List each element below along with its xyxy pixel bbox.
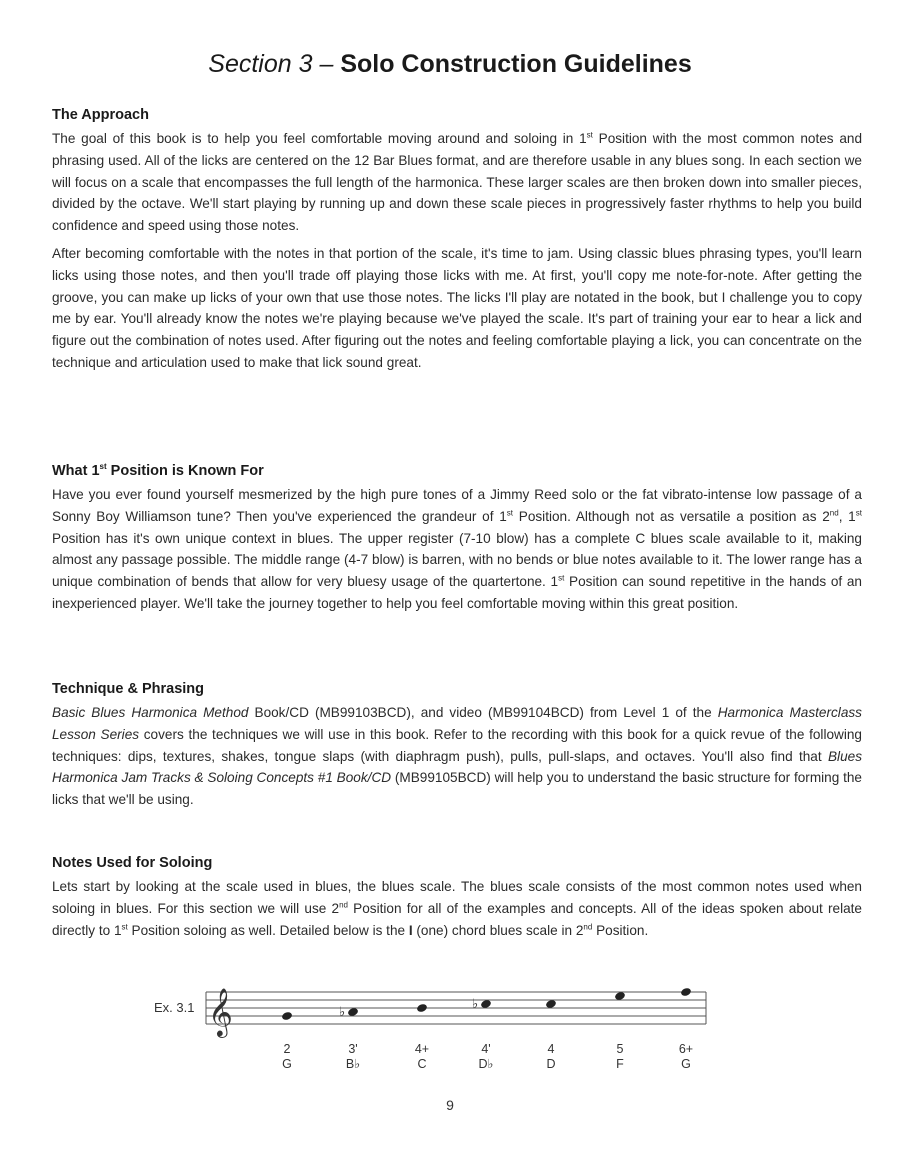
- section-technique: [52, 678, 862, 811]
- tab-note: F: [616, 1057, 624, 1071]
- tab-hole: 2: [283, 1042, 291, 1056]
- title-main: Solo Construction Guidelines: [340, 50, 692, 78]
- tab-label: [471, 1042, 501, 1072]
- tab-hole: 5: [616, 1042, 624, 1056]
- tab-note: G: [681, 1057, 691, 1071]
- tab-label: [536, 1042, 566, 1072]
- heading-technique: Technique & Phrasing: [52, 681, 205, 697]
- paragraph-technique: Basic Blues Harmonica Method Book/CD (MB99103BCD), and video (MB99104BCD) from Level 1 of the Harmonica Masterclass Lesson Series covers the techniques we will use in this book. Refer to the recording with this book for a quick revue of the following techniques: dips, textures, shakes, tongue slaps (with diaphragm push), pulls, pull-slaps, and octaves. You'll also find that Blues Harmonica Jam Tracks & Soloing Concepts #1 Book/CD (MB99105BCD) will help you to understand the basic structure for forming the licks that we'll be using.: [52, 705, 862, 808]
- section-notes-used: [52, 852, 862, 941]
- tab-note: D: [546, 1057, 556, 1071]
- paragraph-known-for: Have you ever found yourself mesmerized by the high pure tones of a Jimmy Reed solo or the fat vibrato-intense low passage of a Sonny Boy Williamson tune? Then you've experienced the grandeur of 1st Position. Although not as versatile a position as 2nd, 1st Position has it's own unique context in blues. The upper register (7-10 blow) has a complete C blues scale available to it, making almost any passage possible. The middle range (4-7 blow) is barren, with no bends or blue notes available to it. The lower range has a unique combination of bends that allow for very bluesy usage of the quartertone. 1st Position can sound repetitive in the hands of an inexperienced player. We'll take the journey together to help you feel comfortable moving within this great position.: [52, 487, 862, 611]
- flat-icon: ♭: [339, 1005, 346, 1020]
- tab-hole: 6+: [678, 1042, 694, 1056]
- notehead: [416, 1003, 428, 1013]
- flat-icon: ♭: [472, 997, 479, 1012]
- notehead: [680, 987, 692, 997]
- paragraph-approach-2: After becoming comfortable with the notes in that portion of the scale, it's time to jam. Using classic blues phrasing types, you'll learn licks using those notes, and then you'll trade off playing those licks with me. At first, you'll copy me note-for-note. After getting the groove, you can make up licks of your own that use those notes. The licks I'll play are notated in the book, but I challenge you to copy me by ear. You'll already know the notes we're playing because we've played the scale. It's part of training your ear to hear a lick and figure out the combination of notes used. After figuring out the notes and feeling comfortable playing a lick, you can concentrate on the technique and articulation used to make that lick sound great.: [52, 245, 862, 370]
- notehead: [281, 1011, 293, 1021]
- tab-label: [272, 1042, 302, 1072]
- heading-known-for: What 1st Position is Known For: [52, 462, 264, 479]
- title-prefix: Section 3 –: [208, 50, 334, 78]
- tab-label: [338, 1042, 368, 1072]
- tab-note: C: [417, 1057, 427, 1071]
- tab-hole: 4: [547, 1042, 555, 1056]
- section-known-for: [52, 460, 862, 615]
- heading-approach: The Approach: [52, 107, 149, 123]
- page-title: [0, 50, 900, 79]
- paragraph-notes-used: Lets start by looking at the scale used in blues, the blues scale. The blues scale consists of the most common notes used when soloing in blues. For this section we will use 2nd Position for all of the examples and concepts. All of the ideas spoken about relate directly to 1st Position soloing as well. Detailed below is the I (one) chord blues scale in 2nd Position.: [52, 879, 862, 938]
- treble-clef-icon: 𝄞: [208, 987, 233, 1036]
- tab-label: [671, 1042, 701, 1072]
- staff: [150, 978, 710, 1038]
- paragraph-approach-1: The goal of this book is to help you feel comfortable moving around and soloing in 1st Position with the most common notes and phrasing used. All of the licks are centered on the 12 Bar Blues format, and are therefore usable in any blues song. In each section we will focus on a scale that encompasses the full length of the harmonica. These larger scales are then broken down into smaller pieces, divided by the octave. We'll start playing by running up and down these scale pieces in progressively faster rhythms to help you build confidence and speed using those notes.: [52, 130, 863, 234]
- tab-hole: 4': [481, 1042, 491, 1056]
- tab-label: [605, 1042, 635, 1072]
- heading-notes-used: Notes Used for Soloing: [52, 855, 213, 871]
- tab-note: G: [282, 1057, 292, 1071]
- music-example: [150, 978, 710, 1088]
- tab-label: [407, 1042, 437, 1072]
- section-approach: [52, 104, 862, 374]
- tab-hole: 4+: [414, 1042, 430, 1056]
- example-label: Ex. 3.1: [154, 1000, 195, 1015]
- page-number: 9: [446, 1097, 454, 1113]
- tab-note: B♭: [345, 1057, 361, 1071]
- tab-hole: 3': [348, 1042, 358, 1056]
- tab-note: D♭: [478, 1057, 494, 1071]
